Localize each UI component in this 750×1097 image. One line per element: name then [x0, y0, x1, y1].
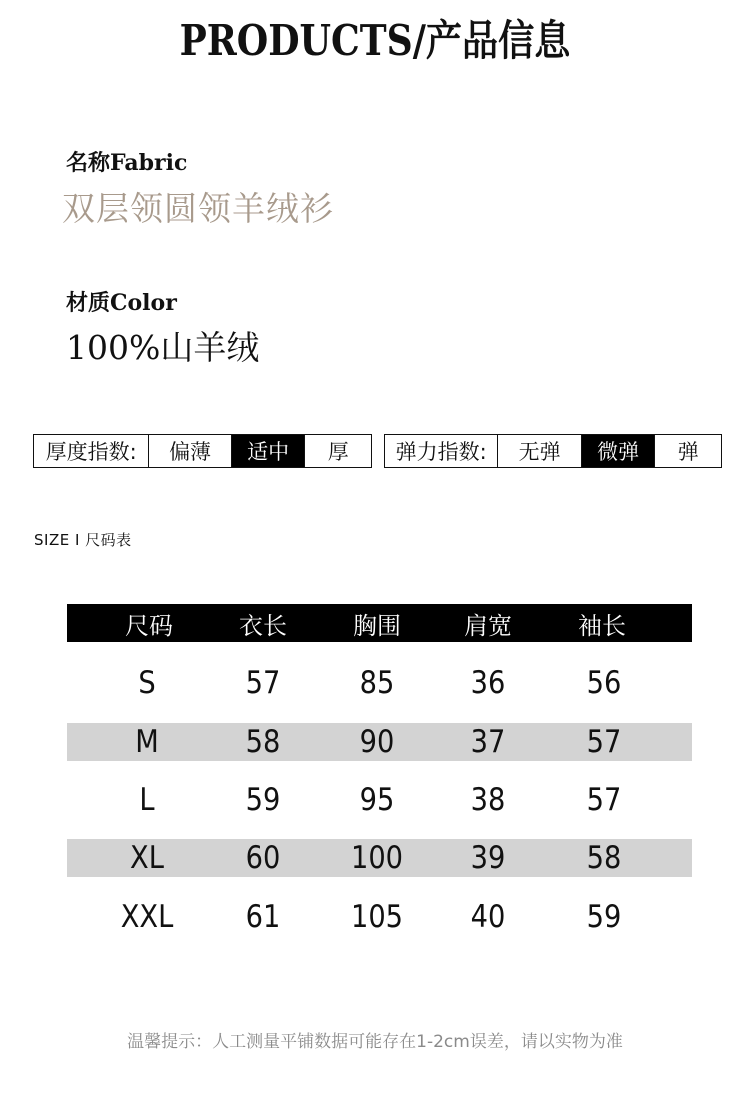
cell-size: L: [139, 782, 155, 818]
cell-length: 58: [245, 724, 281, 760]
measurement-note: 温馨提示：人工测量平铺数据可能存在1-2cm误差，请以实物为准: [127, 1032, 623, 1052]
header-size: 尺码: [125, 611, 173, 640]
thickness-option-medium: 适中: [231, 435, 305, 467]
size-table-header: [67, 604, 692, 642]
thickness-option-thin: 偏薄: [148, 435, 231, 467]
cell-size: XL: [130, 840, 164, 876]
header-shoulder: 肩宽: [464, 611, 512, 640]
header-length: 衣长: [239, 611, 287, 640]
name-label: 名称Fabric: [66, 150, 188, 176]
cell-shoulder: 38: [470, 782, 506, 818]
cell-shoulder: 36: [470, 665, 506, 701]
cell-size: XXL: [120, 899, 174, 935]
cell-chest: 100: [350, 840, 404, 876]
thickness-index-bar: [33, 434, 372, 468]
cell-length: 57: [245, 665, 281, 701]
size-chart-heading: SIZE I 尺码表: [34, 531, 132, 549]
cell-sleeve: 58: [586, 840, 622, 876]
cell-chest: 90: [359, 724, 395, 760]
thickness-option-thick: 厚: [304, 435, 371, 467]
material-value: 100%山羊绒: [66, 328, 260, 367]
elasticity-label: 弹力指数:: [395, 440, 487, 464]
cell-sleeve: 56: [586, 665, 622, 701]
table-row: [67, 781, 692, 819]
cell-length: 60: [245, 840, 281, 876]
cell-size: M: [135, 724, 159, 760]
header-chest: 胸围: [353, 611, 401, 640]
cell-length: 59: [245, 782, 281, 818]
table-row: [67, 723, 692, 761]
cell-sleeve: 57: [586, 724, 622, 760]
cell-chest: 95: [359, 782, 395, 818]
elasticity-option-stretch: 弹: [654, 435, 721, 467]
name-value: 双层领圆领羊绒衫: [62, 189, 334, 228]
thickness-label: 厚度指数:: [45, 440, 137, 464]
cell-shoulder: 40: [470, 899, 506, 935]
elasticity-index-bar: [384, 434, 722, 468]
elasticity-option-none: 无弹: [497, 435, 581, 467]
cell-shoulder: 37: [470, 724, 506, 760]
elasticity-option-slight: 微弹: [581, 435, 655, 467]
cell-size: S: [138, 665, 156, 701]
table-row: [67, 664, 692, 702]
cell-shoulder: 39: [470, 840, 506, 876]
material-label: 材质Color: [66, 290, 177, 316]
cell-chest: 105: [350, 899, 404, 935]
table-row: [67, 898, 692, 936]
cell-chest: 85: [359, 665, 395, 701]
table-row: [67, 839, 692, 877]
page-title: PRODUCTS/产品信息: [179, 16, 571, 65]
cell-length: 61: [245, 899, 281, 935]
header-sleeve: 袖长: [578, 611, 626, 640]
cell-sleeve: 57: [586, 782, 622, 818]
cell-sleeve: 59: [586, 899, 622, 935]
